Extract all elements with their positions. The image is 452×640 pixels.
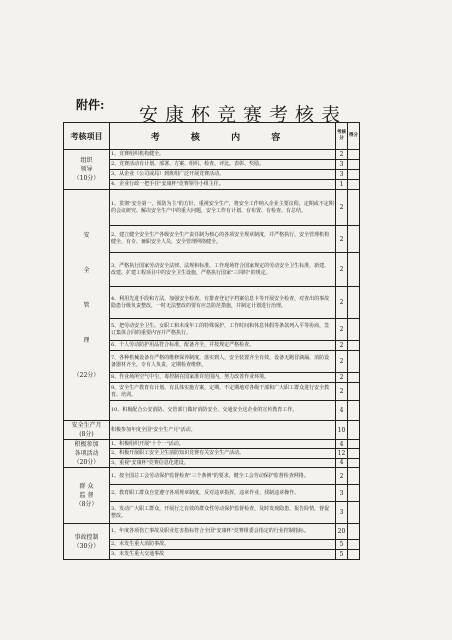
item-score: 4: [336, 458, 348, 467]
table-row: [64, 421, 360, 440]
table-row: [64, 524, 360, 540]
category-cell: [64, 440, 110, 468]
item-score: 3: [336, 502, 348, 524]
item-text: 8、作业场所空气中尘、毒控制在国家准许范围内，努力改善作业环境。: [110, 373, 336, 383]
item-text: 2、建立健全安全生产各级安全生产责任制为核心的各项安全规章制度，并严格执行，安全管理机构健全，有专、兼职安全人员，安全管理网络健全。: [110, 226, 336, 253]
category-cell: [64, 190, 110, 421]
item-text: 3、重视"安康杯"竞赛信息化建设。: [110, 458, 336, 467]
deduct-cell: [348, 524, 360, 540]
table-row: [64, 190, 360, 226]
item-text: 2、未发生重大消防事故。: [110, 540, 336, 550]
item-score: 3: [336, 485, 348, 502]
category-line: 事故控制: [74, 533, 99, 541]
item-text: 3、从企业（公司或局）到班组广泛开展竞赛活动。: [110, 170, 336, 180]
item-text: 5、把劳动安全卫生、女职工和未成年工的特殊保护，工作时间和休息休假等条款列入平等协商，签订集体合同的重要内容并严格执行。: [110, 319, 336, 341]
item-text: 3、严格执行国家劳动安全法律、法规和标准，工作现场符合国家规定的劳动安全卫生标准，新建、改建、扩建工程项目中的安全卫生设施，严格执行国家"三同时"的规定。: [110, 253, 336, 287]
item-text: 4、企业行政一把手任"安康杯"竞赛领导小组主任。: [110, 180, 336, 190]
item-score: 5: [336, 550, 348, 560]
item-text: 1、竞赛组织机构健全。: [110, 150, 336, 160]
item-text: 1、贯彻"安全第一，预防为主"的方针，重视安全生产，将安全工作纳入企业主要议程，定期或不定期的会议研究、解决安全生产中的重大问题，安全工作有计划、有布置、有检查、有总结。: [110, 190, 336, 226]
category-line: 各项活动: [74, 450, 99, 457]
table-row: [64, 440, 360, 449]
deduct-cell: [348, 440, 360, 449]
table-row: [64, 150, 360, 160]
item-text: 2、竞赛活动有计划、部署、方案、组织、检查、评比、表彰、奖励。: [110, 160, 336, 170]
deduct-cell: [348, 383, 360, 401]
item-score: 2: [336, 190, 348, 226]
item-score: 2: [336, 150, 348, 160]
item-score: 2: [336, 287, 348, 319]
category-cell: [64, 524, 110, 560]
category-line: （20分）: [73, 459, 100, 466]
assessment-table: [63, 122, 360, 560]
deduct-cell: [348, 226, 360, 253]
item-score: 2: [336, 373, 348, 383]
category-line: 领导: [80, 166, 93, 173]
deduct-cell: [348, 540, 360, 550]
table-header-row: [64, 123, 360, 150]
item-text: 9、安全生产教育有计划、有具体实施方案，定期、不定期地对各级干部和广大职工群众进行安全教育、培训。: [110, 383, 336, 401]
deduct-cell: [348, 449, 360, 458]
category-cell: [64, 421, 110, 440]
item-score: 3: [336, 160, 348, 170]
category-line: （22分）: [73, 371, 100, 379]
item-text: 2、教育职工群众自觉遵守各项规章制度，反对违章指挥，违章作业，找制违章操作。: [110, 485, 336, 502]
deduct-cell: [348, 502, 360, 524]
deduct-cell: [348, 170, 360, 180]
item-score: 3: [336, 170, 348, 180]
item-score: 12: [336, 449, 348, 458]
deduct-cell: [348, 319, 360, 341]
item-score: 2: [336, 341, 348, 351]
category-line: 安: [83, 231, 90, 239]
deduct-cell: [348, 550, 360, 560]
item-score: 4: [336, 401, 348, 421]
deduct-cell: [348, 485, 360, 502]
item-score: 5: [336, 540, 348, 550]
category-line: 群 众: [79, 483, 94, 490]
item-score: 4: [336, 440, 348, 449]
item-score: 2: [336, 351, 348, 373]
item-text: 2、积极开展职工安全卫生消防知识竞赛有关安全生产活动。: [110, 449, 336, 458]
deduct-cell: [348, 253, 360, 287]
document-title: 安康杯竞赛考核表: [138, 104, 347, 126]
header-content: 考 核 内 容: [110, 123, 336, 150]
item-text: 积极参加年度全国"安全生产月"活动。: [110, 421, 336, 440]
category-line: 组织: [80, 157, 93, 164]
category-line: 监 督: [79, 492, 94, 499]
deduct-cell: [348, 160, 360, 170]
category-line: (8分): [79, 431, 94, 438]
item-text: 7、各种机械设备有严格的维修保养制度，落实到人，安全装置齐全有效，设备无跑冒滴漏，消防设备器材齐全，专有人负责，定期检查维修。: [110, 351, 336, 373]
deduct-cell: [348, 150, 360, 160]
category-line: （8分）: [75, 501, 98, 508]
item-text: 10、积极配合公安消防、交管部门做好消防安全、交通安全这企业的宣传教育工作。: [110, 401, 336, 421]
header-category: 考核项目: [64, 123, 110, 150]
item-text: 1、积极组织开展"十个一"活动。: [110, 440, 336, 449]
deduct-cell: [348, 401, 360, 421]
attachment-label: 附件:: [76, 98, 105, 112]
item-score: 2: [336, 468, 348, 485]
table-row: [64, 468, 360, 485]
deduct-cell: [348, 351, 360, 373]
deduct-cell: [348, 341, 360, 351]
category-line: 全: [83, 266, 90, 274]
deduct-cell: [348, 190, 360, 226]
category-line: 安全生产月: [71, 422, 102, 429]
item-text: 4、利用先进手段和方法，加强安全检查，有排查登记字档案信息卡等开展安全检查，对查出的事故隐患分级负责整改，一时无法整改的要有应急防范措施，并制定计划进行治理。: [110, 287, 336, 319]
category-line: （30分）: [73, 542, 100, 550]
table-body: [64, 150, 360, 560]
deduct-cell: [348, 373, 360, 383]
item-score: 2: [336, 383, 348, 401]
item-score: 1: [336, 180, 348, 190]
deduct-cell: [348, 287, 360, 319]
item-text: 3、未发生重大交通事故: [110, 550, 336, 560]
deduct-cell: [348, 468, 360, 485]
header-deduct: 得分: [348, 123, 360, 150]
item-score: 10: [336, 421, 348, 440]
deduct-cell: [348, 458, 360, 467]
header-score: 考核分: [336, 123, 348, 150]
item-text: 1、年度各项伤亡事故及职业危害指标符合全国"安康杯"竞赛组委会指定的行业控制指标。: [110, 524, 336, 540]
item-score: 20: [336, 524, 348, 540]
category-line: （10分）: [73, 175, 100, 182]
item-text: 6、个人劳动防护用品符合标准，配备齐全，并按规定严格检查。: [110, 341, 336, 351]
item-score: 2: [336, 226, 348, 253]
item-text: 1、按全国总工会劳动保护监督检查"三个条例"的要求，健全工会劳动保护监督检查网络。: [110, 468, 336, 485]
item-text: 3、发动广大职工群众，开展行之有效的群众性劳动保护监督检查，及时发现隐患，报告险情，督促整改。: [110, 502, 336, 524]
deduct-cell: [348, 180, 360, 190]
category-line: 积极参加: [74, 441, 99, 448]
category-line: 管: [83, 301, 90, 309]
category-line: 理: [83, 336, 90, 344]
item-score: 2: [336, 319, 348, 341]
category-cell: [64, 150, 110, 190]
item-score: 2: [336, 253, 348, 287]
deduct-cell: [348, 421, 360, 440]
category-cell: [64, 468, 110, 524]
